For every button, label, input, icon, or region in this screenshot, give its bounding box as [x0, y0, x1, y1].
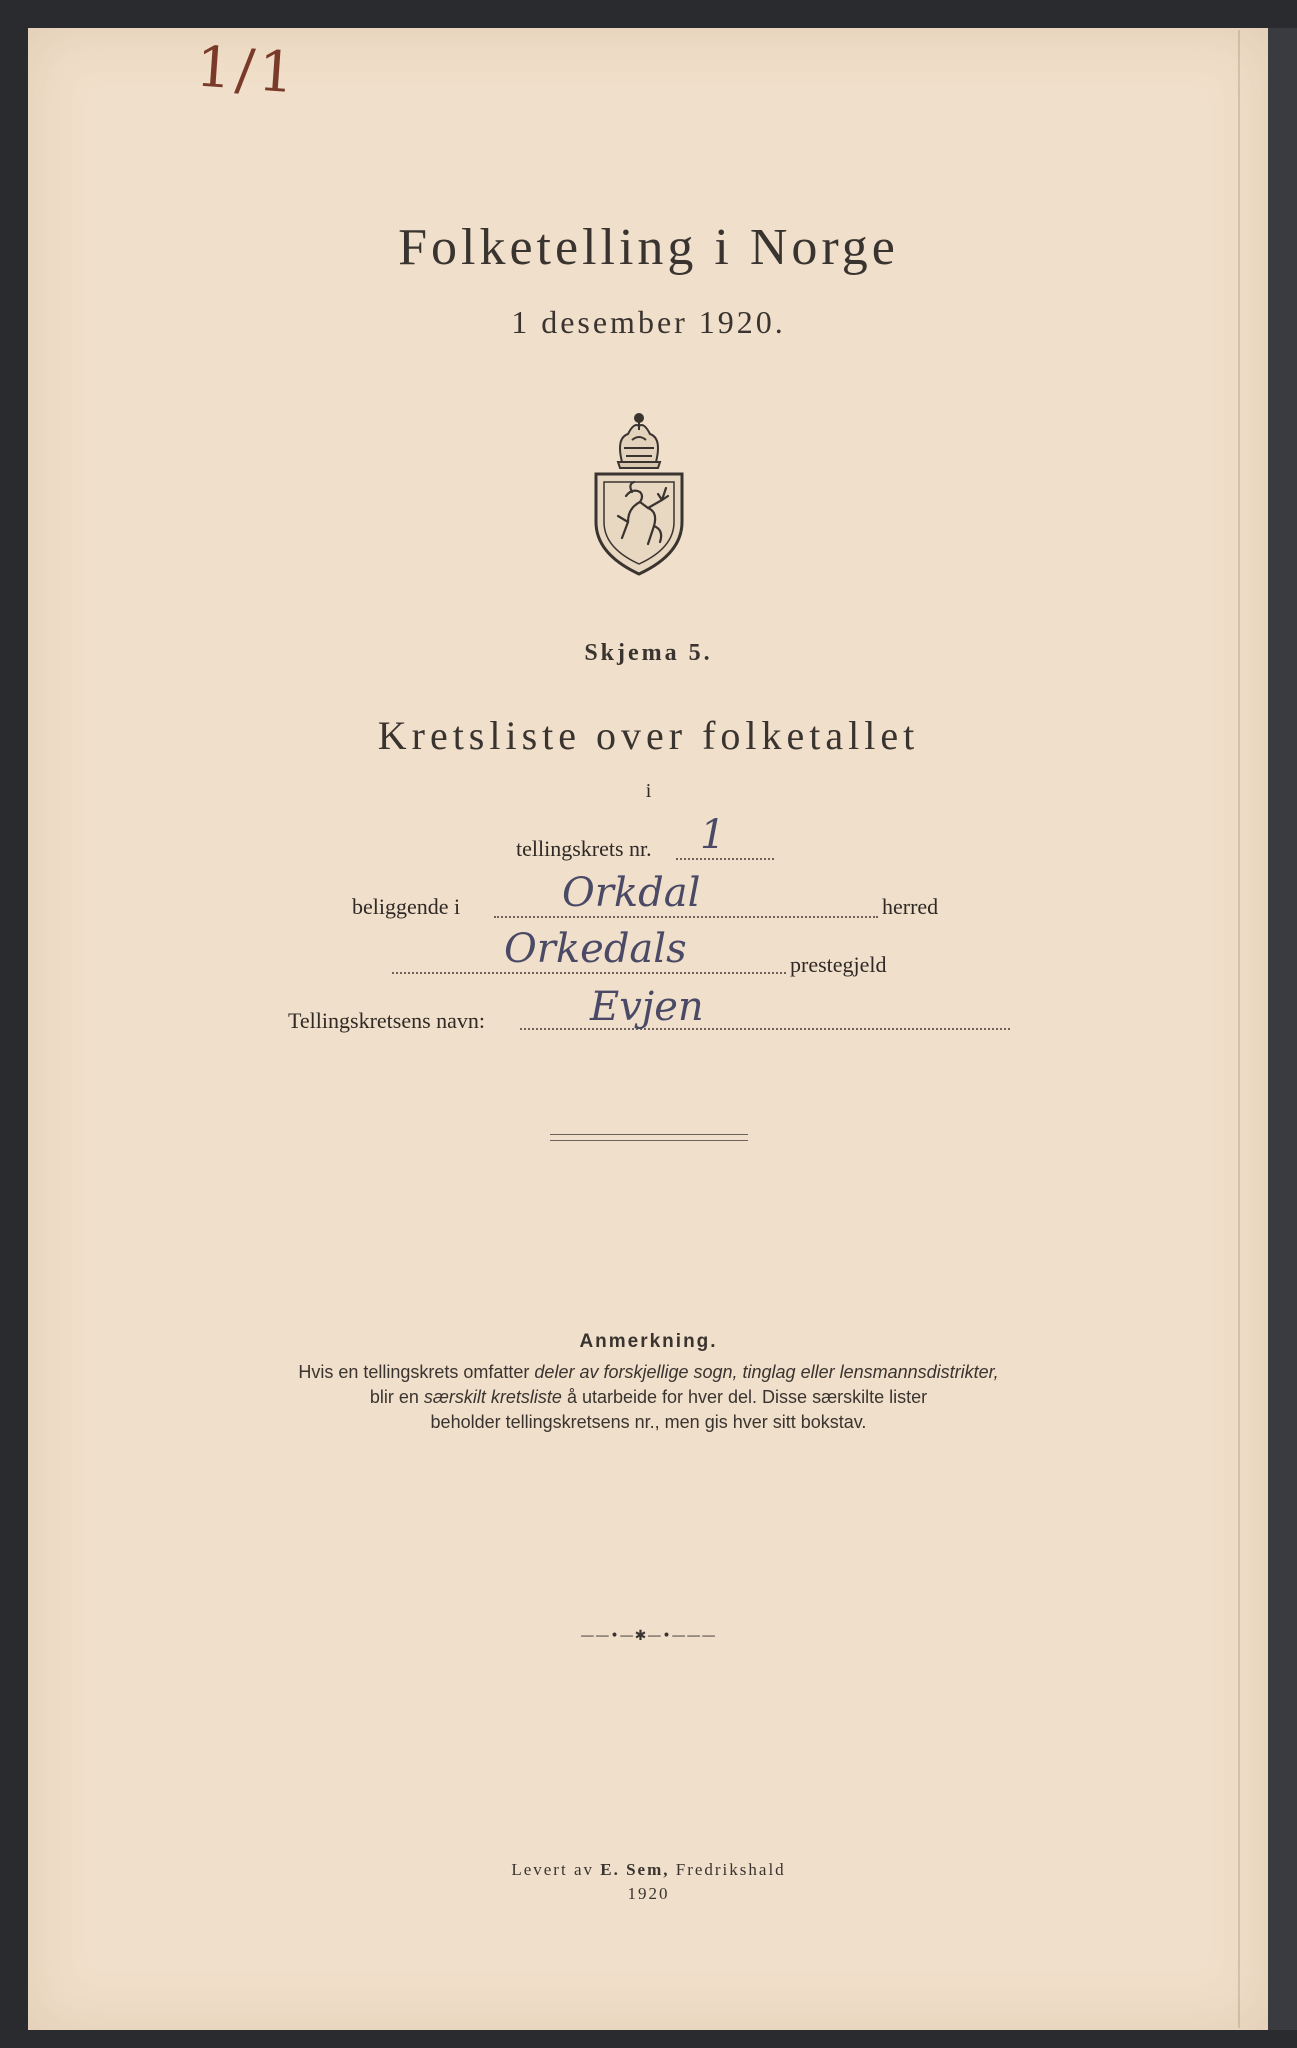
parish-suffix: prestegjeld	[790, 952, 887, 977]
coat-of-arms-icon	[588, 404, 690, 576]
municipality-label: beliggende i	[352, 894, 461, 919]
note-heading: Anmerkning.	[579, 1331, 718, 1352]
district-number-label: tellingskrets nr.	[516, 836, 652, 861]
municipality-suffix: herred	[882, 894, 939, 919]
archive-mark: 1/1	[193, 34, 301, 107]
note-line-3: beholder tellingskretsens nr., men gis hver sitt bokstav.	[430, 1412, 867, 1432]
municipality-value: Orkdal	[562, 870, 701, 916]
district-name-label: Tellingskretsens navn:	[288, 1008, 486, 1033]
note-line-2: blir en særskilt kretsliste å utarbeide for hver del. Disse særskilte lister	[369, 1387, 928, 1407]
district-name-value: Evjen	[590, 984, 704, 1030]
connector-word: i	[645, 780, 652, 802]
divider-rule-bottom	[550, 1140, 748, 1141]
parish-value: Orkedals	[504, 926, 687, 972]
form-heading: Kretsliste over folketallet	[377, 713, 920, 758]
divider-rule-top	[550, 1134, 748, 1135]
note-line-1: Hvis en tellingskrets omfatter deler av forskjellige sogn, tinglag eller lensmannsdistrikter,	[298, 1362, 999, 1382]
district-number-value: 1	[700, 812, 726, 858]
district-number-line	[676, 858, 774, 860]
parish-line	[392, 972, 786, 974]
printer-year: 1920	[627, 1884, 670, 1903]
municipality-line	[494, 916, 878, 918]
schema-label: Skjema 5.	[584, 640, 713, 666]
ornament-divider: ——•—✱—•———	[580, 1628, 717, 1644]
page-title: Folketelling i Norge	[398, 219, 899, 276]
census-date: 1 desember 1920.	[511, 304, 786, 340]
printer-credit: Levert av E. Sem, Fredrikshald	[511, 1860, 786, 1879]
